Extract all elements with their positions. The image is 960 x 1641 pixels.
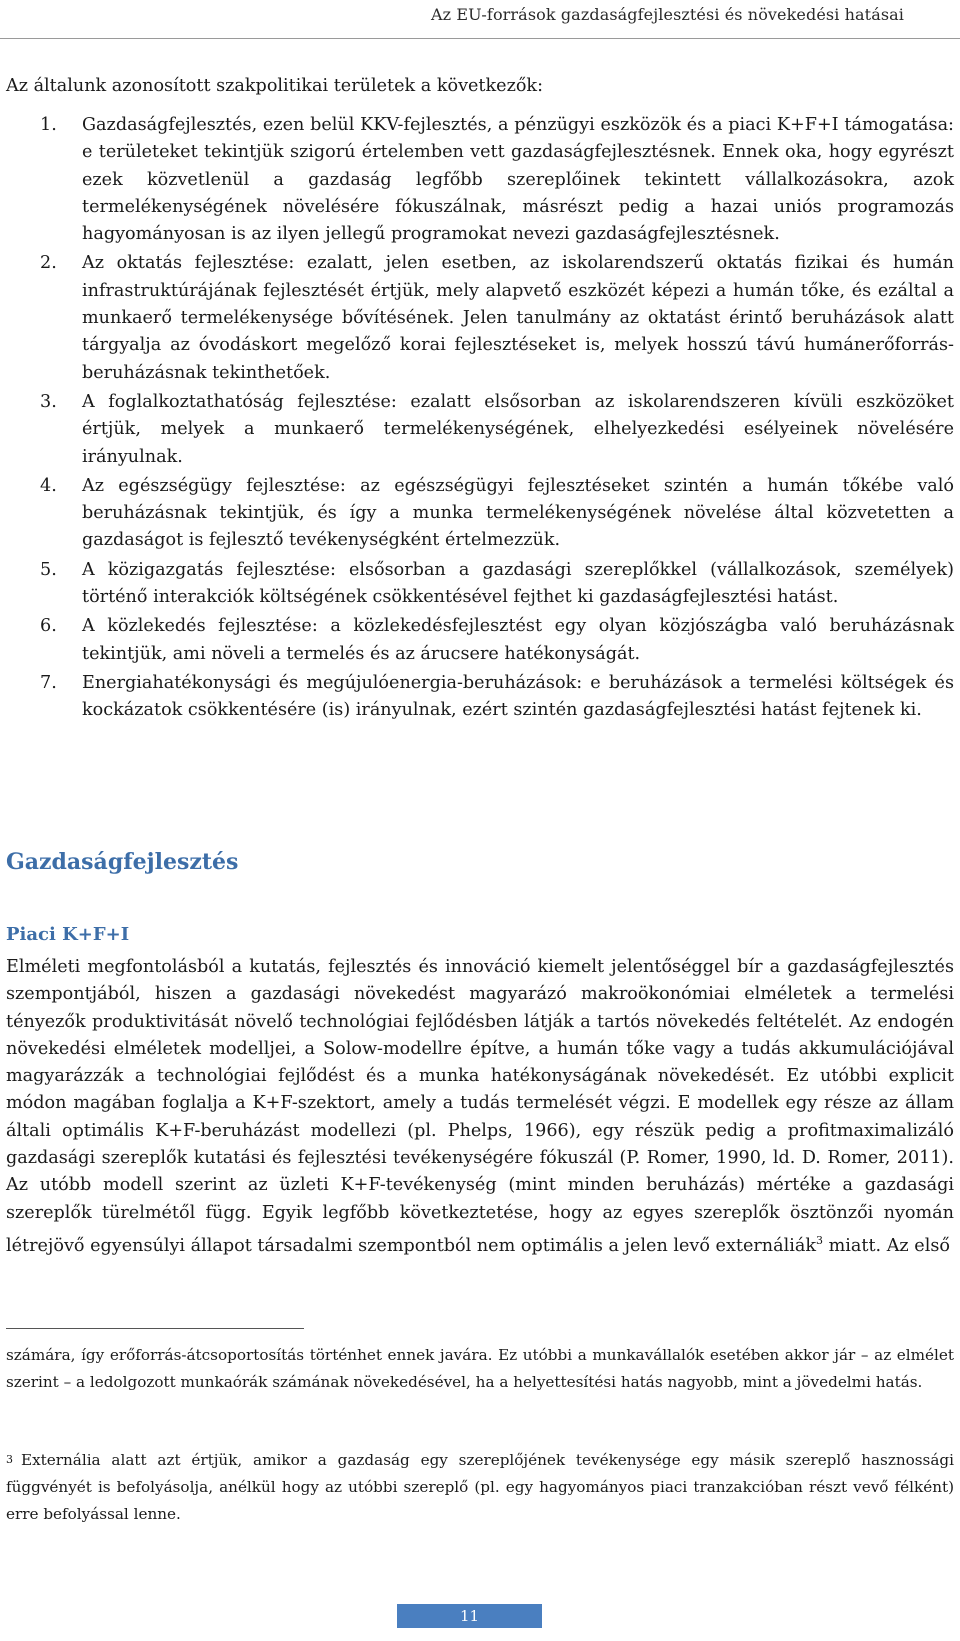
running-header-title: Az EU-források gazdaságfejlesztési és növekedési hatásai — [430, 5, 904, 24]
list-number: 4. — [40, 475, 57, 496]
list-item — [6, 112, 954, 248]
list-number: 3. — [40, 391, 57, 412]
list-item-text: Energiahatékonysági és megújulóenergia-beruházások: e beruházások a termelési költségek és kockázatok csökkentésére (is) irányulnak, ezért szintén gazdaságfejlesztési hatást fejtenek ki. — [82, 672, 954, 721]
intro-sentence: Az általunk azonosított szakpolitikai területek a következők: — [6, 76, 544, 96]
list-item — [6, 670, 954, 725]
list-number: 1. — [40, 115, 57, 135]
footnote-divider — [6, 1328, 304, 1329]
list-number: 6. — [40, 616, 57, 637]
page-number: 11 — [397, 1604, 542, 1628]
list-item-text: A közigazgatás fejlesztése: elsősorban a gazdasági szereplőkkel (vállalkozások, személyek) történő interakciók költségének csökkentésével fejthet ki gazdaságfejlesztési hatást. — [82, 559, 954, 608]
list-item — [6, 613, 954, 668]
list-item-text: A foglalkoztathatóság fejlesztése: ezalatt elsősorban az iskolarendszeren kívüli eszközöket értjük, melyek a munkaerő termelékenységének, elhelyezkedési esélyeinek növelésére irányulnak. — [82, 391, 954, 467]
body-paragraph — [6, 954, 954, 1260]
list-item-text: Gazdaságfejlesztés, ezen belül KKV-fejlesztés, a pénzügyi eszközök és a piaci K+F+I támogatása: e területeket tekintjük szigorú értelemben vett gazdaságfejlesztésnek. Ennek oka, hogy egyrészt ezek közvetlenül a gazdaság legfőbb szereplőinek tekintett vállalkozásokra, azok termelékenységének növelésére fókuszálnak, másrészt pedig a hazai uniós programozás hagyományosan is az ilyen jellegű programokat nevezi gazdaságfejlesztésnek. — [82, 115, 954, 245]
list-number: 7. — [40, 672, 57, 693]
list-item — [6, 389, 954, 471]
footnote-reference[interactable]: 3 — [816, 1233, 823, 1247]
list-item-text: A közlekedés fejlesztése: a közlekedésfejlesztést egy olyan közjószágba való beruházásnak tekintjük, ami növeli a termelés és az árucsere hatékonyságát. — [82, 616, 954, 664]
footnote-mark: 3 — [6, 1453, 13, 1466]
list-item — [6, 557, 954, 612]
paragraph-text: Elméleti megfontolásból a kutatás, fejlesztés és innováció kiemelt jelentőséggel bír a gazdaságfejlesztés szempontjából, hiszen a gazdasági növekedést magyarázó makroökonómiai elméletek a termelési tényezők produktivitását növelő technológiai fejlődésben látják a tartós növekedés feltételét. Az endogén növekedési elméletek modelljei, a Solow-modellre építve, a humán tőke vagy a tudás akkumulációjával magyarázzák a technológiai fejlődést és a munka hatékonyságának növekedését. Ez utóbbi explicit módon magában foglalja a K+F-szektort, amely a tudás termelését végzi. E modellek egy része az állam általi optimális K+F-beruházást modellezi (pl. Phelps, 1966), egy részük pedig a profitmaximalizáló gazdasági szereplők kutatási és fejlesztési tevékenységére fókuszál (P. Romer, 1990, ld. D. Romer, 2011). Az utóbb modell szerint az üzleti K+F-tevékenység (mint minden beruházás) mértéke a gazdasági szereplők türelmétől függ. Egyik legfőbb következtetése, hogy az egyes szereplők ösztönzői nyomán létrejövő egyensúlyi állapot társadalmi szempontból nem optimális a jelen levő externáliák — [6, 957, 954, 1256]
paragraph-text-tail: miatt. Az első — [823, 1235, 950, 1256]
list-number: 5. — [40, 559, 57, 580]
section-heading: Gazdaságfejlesztés — [6, 849, 239, 875]
list-item — [6, 250, 954, 386]
list-item-text: Az egészségügy fejlesztése: az egészségügyi fejlesztéseket szintén a humán tőkébe való beruházásnak tekintjük, és így a munka termelékenységének növelése által közvetetten a gazdaságot is fejlesztő tevékenységként értelmezzük. — [82, 475, 954, 551]
list-number: 2. — [40, 253, 57, 274]
running-header — [0, 0, 960, 39]
policy-area-list — [6, 112, 954, 727]
footnote-text: Externália alatt azt értjük, amikor a gazdaság egy szereplőjének tevékenysége egy másik szereplő hasznossági függvényét is befolyásolja, anélkül hogy az utóbbi szereplő (pl. egy hagyományos piaci tranzakcióban részt vevő félként) erre befolyással lenne. — [6, 1451, 954, 1523]
subsection-heading: Piaci K+F+I — [6, 924, 130, 945]
list-item-text: Az oktatás fejlesztése: ezalatt, jelen esetben, az iskolarendszerű oktatás fizikai és humán infrastruktúrájának fejlesztését értjük, mely alapvető eszközét képezi a humán tőke, és ezáltal a munkaerő termelékenysége bővítésének. Jelen tanulmány az oktatást érintő beruházások alatt tárgyalja az óvodáskort megelőző korai fejlesztéseket is, melyek hosszú távú humánerőforrás-beruházásnak tekinthetőek. — [82, 253, 954, 383]
list-item — [6, 473, 954, 555]
footnote-3 — [6, 1447, 954, 1528]
footnote-continuation: számára, így erőforrás-átcsoportosítás történhet ennek javára. Ez utóbbi a munkavállalók esetében akkor jár – az elmélet szerint – a ledolgozott munkaórák számának növekedésével, ha a helyettesítési hatás nagyobb, mint a jövedelmi hatás. — [6, 1346, 954, 1391]
